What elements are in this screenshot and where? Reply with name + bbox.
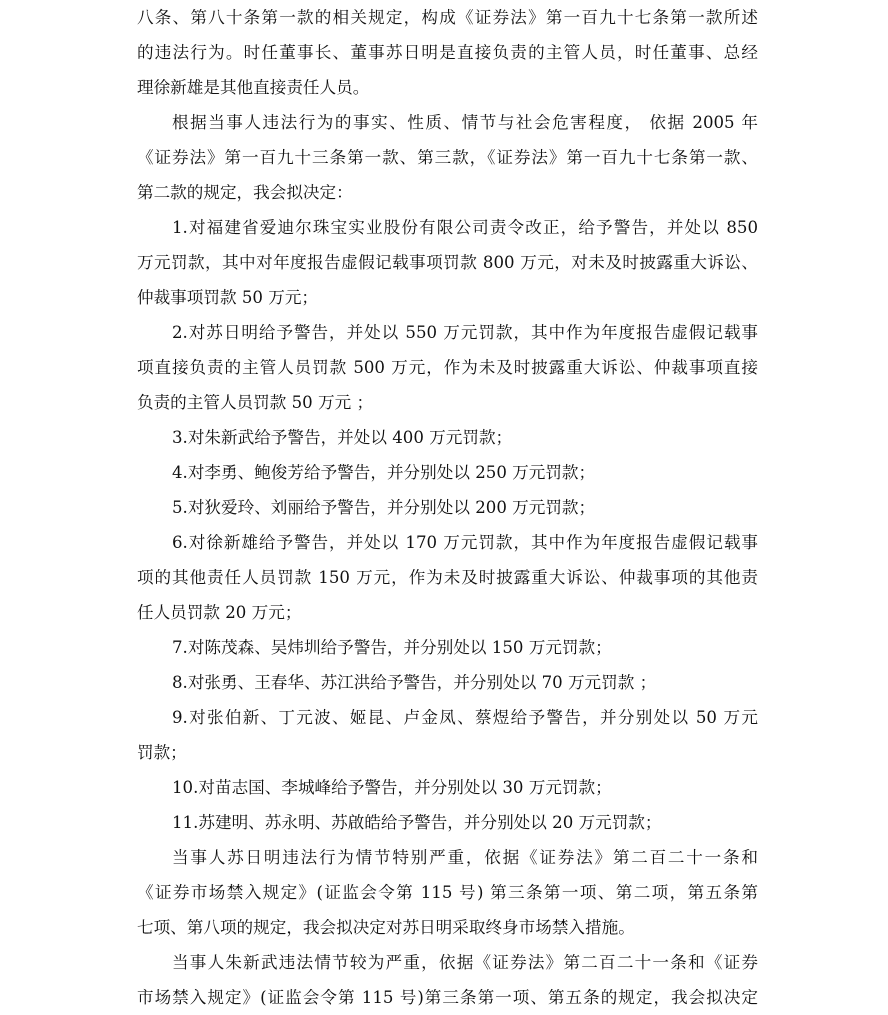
penalty-item-10: 10.对苗志国、李城峰给予警告，并分别处以 30 万元罚款； <box>172 778 612 797</box>
penalty-item-3: 3.对朱新武给予警告，并处以 400 万元罚款； <box>172 428 513 447</box>
market-ban-paragraph: 七项、第八项的规定，我会拟决定对苏日明采取终身市场禁入措施。 <box>137 918 635 937</box>
market-ban-paragraph: 当事人朱新武违法情节较为严重，依据《证券法》第二百二十一条和《证券 <box>172 953 758 972</box>
paragraph-line: 第二款的规定，我会拟决定： <box>137 183 353 202</box>
paragraph-line: 根据当事人违法行为的事实、性质、情节与社会危害程度， 依据 2005 年 <box>172 113 758 132</box>
penalty-item-6: 项的其他责任人员罚款 150 万元，作为未及时披露重大诉讼、仲裁事项的其他责 <box>137 568 758 587</box>
penalty-item-1: 1.对福建省爱迪尔珠宝实业股份有限公司责令改正，给予警告，并处以 850 <box>172 218 758 237</box>
penalty-item-5: 5.对狄爱玲、刘丽给予警告，并分别处以 200 万元罚款； <box>172 498 596 517</box>
penalty-item-2: 项直接负责的主管人员罚款 500 万元，作为未及时披露重大诉讼、仲裁事项直接 <box>137 358 758 377</box>
penalty-item-6: 任人员罚款 20 万元； <box>137 603 302 622</box>
penalty-item-6: 6.对徐新雄给予警告，并处以 170 万元罚款，其中作为年度报告虚假记载事 <box>172 533 758 552</box>
penalty-item-11: 11.苏建明、苏永明、苏啟皓给予警告，并分别处以 20 万元罚款； <box>172 813 662 832</box>
penalty-item-1: 仲裁事项罚款 50 万元； <box>137 288 319 307</box>
penalty-item-1: 万元罚款，其中对年度报告虚假记载事项罚款 800 万元，对未及时披露重大诉讼、 <box>137 253 758 272</box>
paragraph-line: 八条、第八十条第一款的相关规定，构成《证券法》第一百九十七条第一款所述 <box>137 8 758 27</box>
paragraph-line: 《证券法》第一百九十三条第一款、第三款，《证券法》第一百九十七条第一款、 <box>137 148 758 167</box>
paragraph-line: 理徐新雄是其他直接责任人员。 <box>137 78 370 97</box>
penalty-item-9: 罚款； <box>137 743 187 762</box>
market-ban-paragraph: 《证券市场禁入规定》(证监会令第 115 号) 第三条第一项、第二项，第五条第 <box>137 883 758 902</box>
penalty-item-4: 4.对李勇、鲍俊芳给予警告，并分别处以 250 万元罚款； <box>172 463 596 482</box>
penalty-item-9: 9.对张伯新、丁元波、姬昆、卢金凤、蔡煜给予警告，并分别处以 50 万元 <box>172 708 758 727</box>
penalty-item-2: 负责的主管人员罚款 50 万元 ； <box>137 393 374 412</box>
penalty-item-8: 8.对张勇、王春华、苏江洪给予警告，并分别处以 70 万元罚款 ； <box>172 673 657 692</box>
penalty-item-2: 2.对苏日明给予警告，并处以 550 万元罚款，其中作为年度报告虚假记载事 <box>172 323 758 342</box>
paragraph-line: 的违法行为。时任董事长、董事苏日明是直接负责的主管人员，时任董事、总经 <box>137 43 758 62</box>
penalty-item-7: 7.对陈茂森、吴炜圳给予警告，并分别处以 150 万元罚款； <box>172 638 612 657</box>
market-ban-paragraph: 当事人苏日明违法行为情节特别严重，依据《证券法》第二百二十一条和 <box>172 848 758 867</box>
market-ban-paragraph: 市场禁入规定》(证监会令第 115 号)第三条第一项、第五条的规定，我会拟决定 <box>137 988 758 1007</box>
